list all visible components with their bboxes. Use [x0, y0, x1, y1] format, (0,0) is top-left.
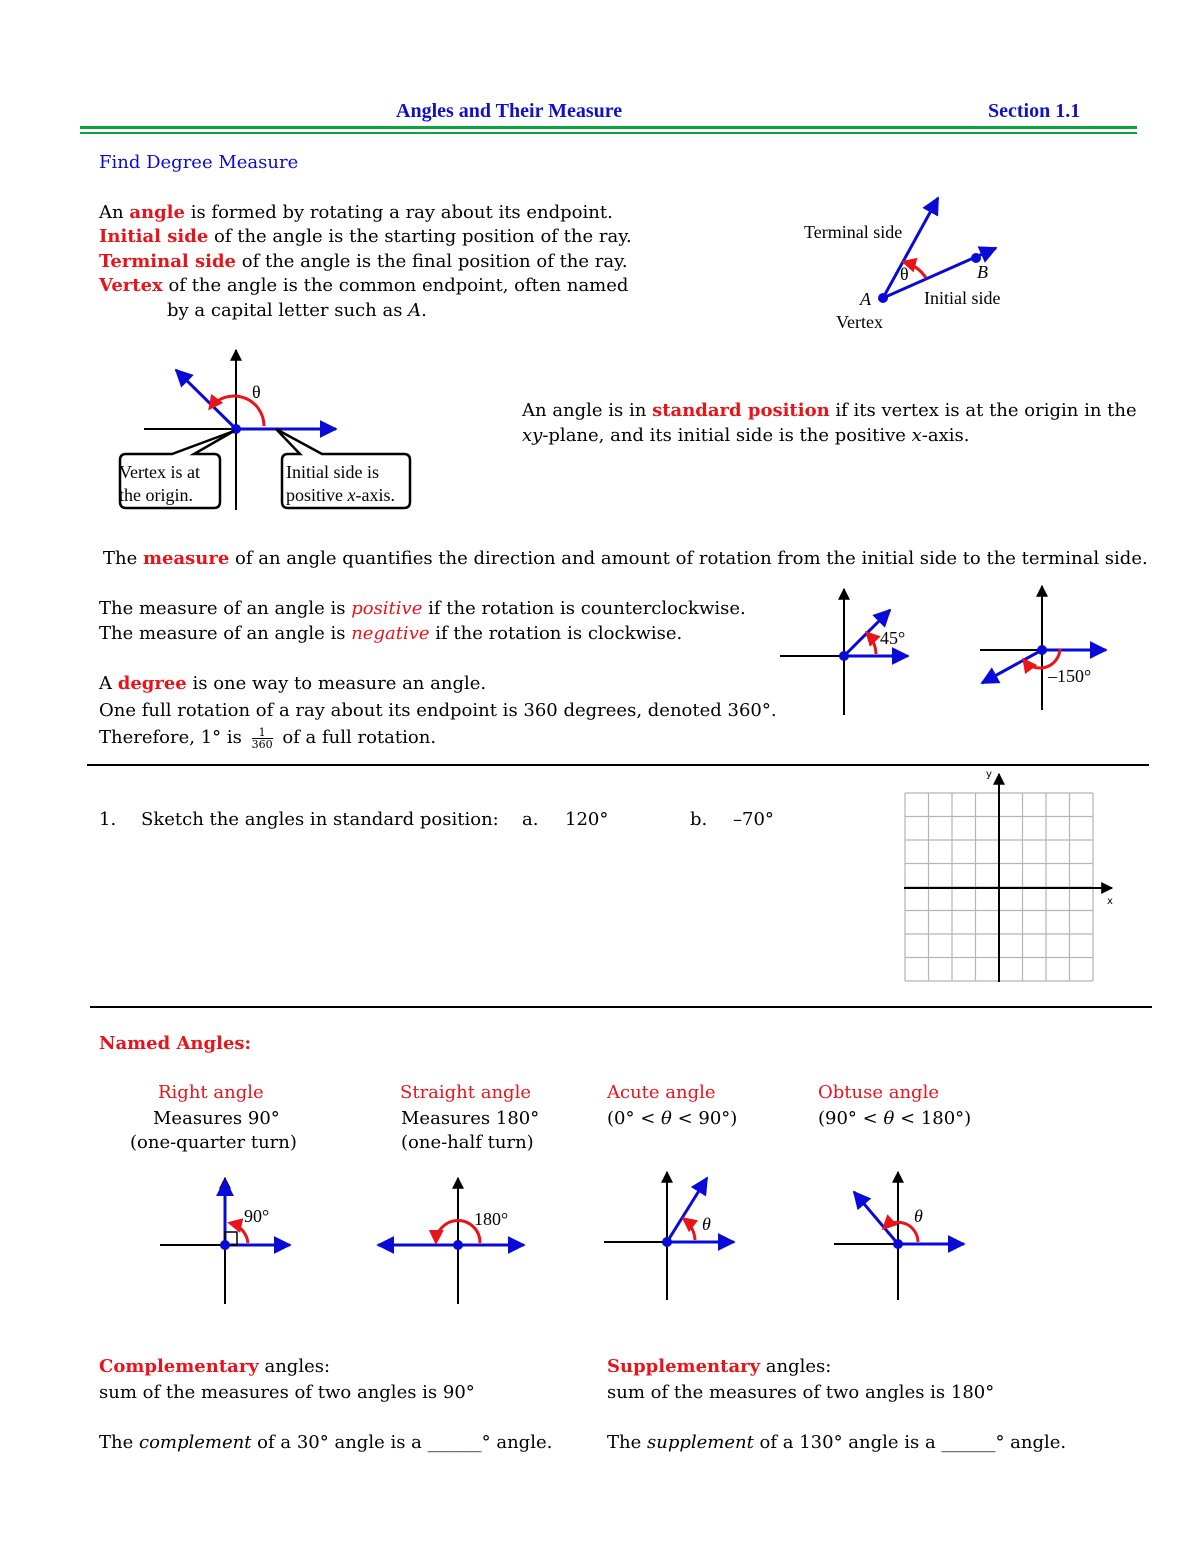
standard-position-definition: An angle is in standard position if its vertex is at the origin in the: [522, 400, 1137, 421]
negative-angle-figure: [978, 582, 1118, 717]
terminal-side-ray: [176, 370, 236, 429]
obtuse-angle-figure: [832, 1168, 972, 1303]
page-title: Angles and Their Measure: [396, 100, 623, 122]
obtuse-angle-label: θ: [914, 1206, 923, 1226]
acute-angle-label: θ: [702, 1214, 711, 1234]
negative-angle-label: –150°: [1048, 666, 1092, 686]
right-angle-figure: [158, 1172, 298, 1307]
angle-term: angle: [129, 202, 185, 223]
obtuse-angle-range: (90° < θ < 180°): [818, 1108, 972, 1129]
exercise-b-label: b.: [690, 809, 708, 830]
complementary-term: Complementary: [99, 1356, 259, 1377]
supplementary-heading: Supplementary angles:: [607, 1356, 832, 1377]
exercise-a-value: 120°: [565, 809, 609, 830]
vertex-definition-line2: by a capital letter such as A.: [167, 300, 427, 321]
standard-position-term: standard position: [652, 400, 830, 421]
degree-term: degree: [117, 673, 187, 694]
straight-angle-name: Straight angle: [400, 1082, 531, 1103]
degree-fraction-line: Therefore, 1° is $\frac{1}{360}$ of a full rotation.: [99, 725, 437, 751]
initial-side-label: Initial side: [924, 288, 1001, 308]
initial-side-definition: Initial side of the angle is the starting position of the ray.: [99, 226, 632, 247]
standard-position-definition-line2: xy-plane, and its initial side is the positive x-axis.: [522, 425, 970, 446]
obtuse-angle-name: Obtuse angle: [818, 1082, 939, 1103]
exercise-prompt: Sketch the angles in standard position:: [141, 809, 499, 830]
header-rule-top: [80, 126, 1137, 129]
section-heading: Find Degree Measure: [99, 152, 299, 173]
terminal-side-label: Terminal side: [804, 222, 903, 242]
measure-definition: The measure of an angle quantifies the direction and amount of rotation from the initial side to the terminal side.: [103, 548, 1148, 569]
acute-angle-range: (0° < θ < 90°): [607, 1108, 738, 1129]
standard-position-figure: [110, 340, 420, 520]
terminal-side-definition: Terminal side of the angle is the final position of the ray.: [99, 251, 628, 272]
theta-label: θ: [252, 382, 261, 402]
blank-coordinate-grid[interactable]: [900, 766, 1120, 991]
complementary-definition: sum of the measures of two angles is 90°: [99, 1382, 475, 1403]
terminal-side-ray: [883, 198, 938, 298]
complement-question: The complement of a 30° angle is a ______° angle.: [99, 1432, 553, 1453]
a-label: A: [860, 289, 871, 309]
straight-angle-turn: (one-half turn): [401, 1132, 534, 1153]
complementary-heading: Complementary angles:: [99, 1356, 331, 1377]
vertex-definition: Vertex of the angle is the common endpoint, often named: [99, 275, 629, 296]
right-angle-label: 90°: [244, 1206, 270, 1226]
vertex-point: [878, 293, 888, 303]
right-angle-turn: (one-quarter turn): [130, 1132, 297, 1153]
callout-vertex-line1: Vertex is at: [119, 462, 200, 482]
header-rule-bottom: [80, 132, 1137, 134]
vertex-label: Vertex: [836, 312, 883, 332]
exercise-a-label: a.: [522, 809, 539, 830]
right-angle-measure: Measures 90°: [153, 1108, 280, 1129]
terminal-side-term: Terminal side: [99, 251, 237, 272]
b-label: B: [977, 262, 988, 282]
callout-initial-line2: positive x-axis.: [286, 485, 395, 505]
supplementary-term: Supplementary: [607, 1356, 761, 1377]
supplementary-definition: sum of the measures of two angles is 180°: [607, 1382, 995, 1403]
positive-angle-figure: [778, 585, 918, 720]
measure-term: measure: [142, 548, 230, 569]
straight-angle-figure: [372, 1172, 532, 1307]
positive-rule: The measure of an angle is positive if the rotation is counterclockwise.: [99, 598, 746, 619]
callout-vertex-line2: the origin.: [119, 485, 193, 505]
positive-angle-label: 45°: [880, 628, 906, 648]
one-over-360-fraction: $\frac{1}{360}$: [251, 725, 273, 751]
negative-term: negative: [351, 623, 430, 644]
straight-angle-measure: Measures 180°: [401, 1108, 540, 1129]
acute-angle-name: Acute angle: [607, 1082, 716, 1103]
positive-term: positive: [351, 598, 423, 619]
degree-definition: A degree is one way to measure an angle.: [99, 673, 487, 694]
exercise-b-value: –70°: [733, 809, 774, 830]
degree-full-rotation: One full rotation of a ray about its endpoint is 360 degrees, denoted 360°.: [99, 700, 777, 721]
initial-side-term: Initial side: [99, 226, 209, 247]
negative-rule: The measure of an angle is negative if the rotation is clockwise.: [99, 623, 683, 644]
exercise-number: 1.: [99, 809, 117, 830]
straight-angle-label: 180°: [474, 1209, 509, 1229]
grid-y-label: y: [986, 769, 992, 780]
theta-label: θ: [900, 264, 909, 284]
right-angle-name: Right angle: [158, 1082, 264, 1103]
angle-parts-figure: [790, 190, 1030, 340]
supplement-question: The supplement of a 130° angle is a ______° angle.: [607, 1432, 1067, 1453]
grid-x-label: x: [1107, 896, 1113, 907]
vertex-term: Vertex: [99, 275, 163, 296]
divider-2: [90, 1006, 1152, 1008]
acute-angle-figure: [602, 1168, 742, 1303]
section-label: Section 1.1: [988, 100, 1081, 122]
callout-initial-line1: Initial side is: [286, 462, 379, 482]
named-angles-heading: Named Angles:: [99, 1033, 252, 1054]
angle-definition: An angle is formed by rotating a ray about its endpoint.: [99, 202, 613, 223]
